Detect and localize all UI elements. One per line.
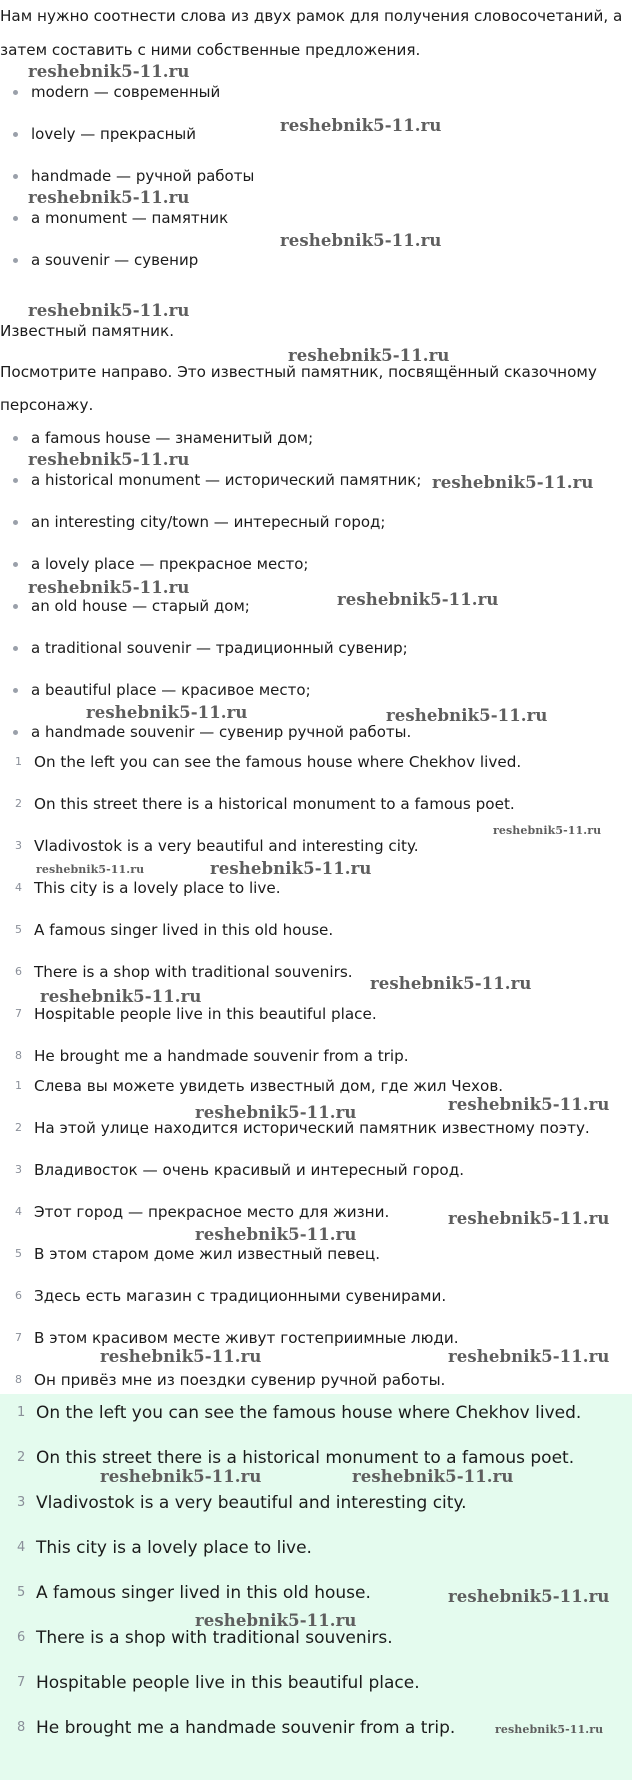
watermark: reshebnik5-11.ru bbox=[386, 706, 548, 725]
item-number: 3 bbox=[15, 1163, 22, 1176]
item-number: 7 bbox=[15, 1331, 22, 1344]
watermark: reshebnik5-11.ru bbox=[493, 824, 602, 837]
intro-line-2: затем составить с ними собственные предложения. bbox=[0, 41, 421, 59]
russian-sentence: Слева вы можете увидеть известный дом, где жил Чехов. bbox=[34, 1077, 504, 1095]
watermark: reshebnik5-11.ru bbox=[495, 1723, 604, 1736]
paragraph-line-1: Посмотрите направо. Это известный памятник, посвящённый сказочному bbox=[0, 363, 597, 381]
item-number: 1 bbox=[17, 1405, 26, 1420]
item-number: 6 bbox=[15, 1289, 22, 1302]
english-sentence: He brought me a handmade souvenir from a trip. bbox=[34, 1047, 409, 1065]
paragraph-line-2: персонажу. bbox=[0, 396, 94, 414]
item-number: 2 bbox=[15, 1121, 22, 1134]
russian-sentence: Здесь есть магазин с традиционными сувенирами. bbox=[34, 1287, 447, 1305]
section-heading: Известный памятник. bbox=[0, 322, 175, 340]
watermark: reshebnik5-11.ru bbox=[448, 1347, 610, 1366]
english-sentence: There is a shop with traditional souvenirs. bbox=[34, 963, 353, 981]
english-sentence: On the left you can see the famous house where Chekhov lived. bbox=[34, 753, 522, 771]
answer-sentence: Vladivostok is a very beautiful and interesting city. bbox=[36, 1493, 467, 1513]
watermark: reshebnik5-11.ru bbox=[280, 231, 442, 250]
bullet-icon bbox=[13, 258, 18, 263]
bullet-icon bbox=[13, 90, 18, 95]
bullet-icon bbox=[13, 688, 18, 693]
item-number: 5 bbox=[15, 1247, 22, 1260]
russian-sentence: Он привёз мне из поездки сувенир ручной работы. bbox=[34, 1371, 446, 1389]
item-number: 1 bbox=[15, 755, 22, 768]
item-number: 2 bbox=[15, 797, 22, 810]
item-number: 4 bbox=[15, 1205, 22, 1218]
answer-sentence: A famous singer lived in this old house. bbox=[36, 1583, 371, 1603]
item-number: 5 bbox=[17, 1585, 26, 1600]
watermark: reshebnik5-11.ru bbox=[40, 987, 202, 1006]
intro-line-1: Нам нужно соотнести слова из двух рамок для получения словосочетаний, а bbox=[0, 7, 623, 25]
russian-sentence: В этом красивом месте живут гостеприимные люди. bbox=[34, 1329, 459, 1347]
bullet-icon bbox=[13, 604, 18, 609]
answer-sentence: This city is a lovely place to live. bbox=[36, 1538, 312, 1558]
bullet-icon bbox=[13, 174, 18, 179]
item-number: 8 bbox=[17, 1720, 26, 1735]
watermark: reshebnik5-11.ru bbox=[28, 578, 190, 597]
item-number: 4 bbox=[17, 1540, 26, 1555]
watermark: reshebnik5-11.ru bbox=[28, 62, 190, 81]
answer-sentence: On the left you can see the famous house where Chekhov lived. bbox=[36, 1403, 582, 1423]
bullet-icon bbox=[13, 436, 18, 441]
answer-sentence: Hospitable people live in this beautiful place. bbox=[36, 1673, 420, 1693]
russian-sentence: Этот город — прекрасное место для жизни. bbox=[34, 1203, 390, 1221]
russian-sentence: На этой улице находится исторический памятник известному поэту. bbox=[34, 1119, 590, 1137]
watermark: reshebnik5-11.ru bbox=[432, 473, 594, 492]
answer-sentence: He brought me a handmade souvenir from a trip. bbox=[36, 1718, 456, 1738]
watermark: reshebnik5-11.ru bbox=[337, 590, 499, 609]
item-number: 3 bbox=[15, 839, 22, 852]
watermark: reshebnik5-11.ru bbox=[195, 1225, 357, 1244]
watermark: reshebnik5-11.ru bbox=[195, 1611, 357, 1630]
watermark: reshebnik5-11.ru bbox=[280, 116, 442, 135]
english-sentence: Hospitable people live in this beautiful place. bbox=[34, 1005, 377, 1023]
item-number: 8 bbox=[15, 1049, 22, 1062]
bullet-icon bbox=[13, 562, 18, 567]
item-number: 7 bbox=[15, 1007, 22, 1020]
item-number: 2 bbox=[17, 1450, 26, 1465]
watermark: reshebnik5-11.ru bbox=[28, 188, 190, 207]
watermark: reshebnik5-11.ru bbox=[448, 1209, 610, 1228]
bullet-icon bbox=[13, 132, 18, 137]
russian-sentence: В этом старом доме жил известный певец. bbox=[34, 1245, 381, 1263]
watermark: reshebnik5-11.ru bbox=[210, 859, 372, 878]
item-number: 1 bbox=[15, 1079, 22, 1092]
item-number: 5 bbox=[15, 923, 22, 936]
english-sentence: This city is a lovely place to live. bbox=[34, 879, 281, 897]
watermark: reshebnik5-11.ru bbox=[36, 863, 145, 876]
watermark: reshebnik5-11.ru bbox=[100, 1467, 262, 1486]
english-sentence: A famous singer lived in this old house. bbox=[34, 921, 334, 939]
bullet-icon bbox=[13, 520, 18, 525]
english-sentence: Vladivostok is a very beautiful and interesting city. bbox=[34, 837, 419, 855]
item-number: 8 bbox=[15, 1373, 22, 1386]
item-number: 7 bbox=[17, 1675, 26, 1690]
bullet-icon bbox=[13, 646, 18, 651]
watermark: reshebnik5-11.ru bbox=[100, 1347, 262, 1366]
item-number: 4 bbox=[15, 881, 22, 894]
watermark: reshebnik5-11.ru bbox=[28, 450, 190, 469]
watermark: reshebnik5-11.ru bbox=[288, 346, 450, 365]
item-number: 6 bbox=[17, 1630, 26, 1645]
watermark: reshebnik5-11.ru bbox=[195, 1103, 357, 1122]
answer-sentence: There is a shop with traditional souvenirs. bbox=[36, 1628, 393, 1648]
russian-sentence: Владивосток — очень красивый и интересный город. bbox=[34, 1161, 465, 1179]
watermark: reshebnik5-11.ru bbox=[448, 1587, 610, 1606]
bullet-icon bbox=[13, 730, 18, 735]
item-number: 3 bbox=[17, 1495, 26, 1510]
watermark: reshebnik5-11.ru bbox=[28, 301, 190, 320]
bullet-icon bbox=[13, 216, 18, 221]
watermark: reshebnik5-11.ru bbox=[86, 703, 248, 722]
item-number: 6 bbox=[15, 965, 22, 978]
watermark: reshebnik5-11.ru bbox=[370, 974, 532, 993]
page: Нам нужно соотнести слова из двух рамок для получения словосочетаний, а затем составить с ними собственные предложения. modern — современный lovely — прекрасный handmade — ручной работы a monument — памятник a souvenir — сувенир Известный памятник. Посмотрите направо. Это известный памятник, посвящённый сказочному персонажу. a famous house — знаменитый дом; a historical monument — исторический памятник; an interesting city/town — интересный город; a lovely place — прекрасное место; an old house — старый дом; a traditional souvenir — традиционный сувенир; a beautiful place — красивое место; a handmade souvenir — сувенир ручной работы. 1 On the left you can see the famous house where Chekhov lived. 2 On this street there is a historical monument to a famous poet. 3 Vladivostok is a very beautiful and interesting city. 4 This city is a lovely place to live. 5 A famous singer lived in this old house. 6 There is a shop with traditional souvenirs. 7 Hospitable people live in this beautiful place. 8 He brought me a handmade souvenir from a trip. 1 Слева вы можете увидеть известный дом, где жил Чехов. 2 На этой улице находится исторический памятник известному поэту. 3 Владивосток — очень красивый и интересный город. 4 Этот город — прекрасное место для жизни. 5 В этом старом доме жил известный певец. 6 Здесь есть магазин с традиционными сувенирами. 7 В этом красивом месте живут гостеприимные люди. 8 Он привёз мне из поездки сувенир ручной работы. 1 On the left you can see the famous house where Chekhov lived. 2 On this street there is a historical monument to a famous poet. 3 Vladivostok is a very beautiful and interesting city. 4 This city is a lovely place to live. 5 A famous singer lived in this old house. 6 There is a shop with traditional souvenirs. 7 Hospitable people live in this beautiful place. 8 He brought me a handmade souvenir from a trip. reshebnik5-11.ru reshebnik5-11.ru reshebnik5-11.ru reshebnik5-11.ru reshebnik5-11.ru reshebnik5-11.ru reshebnik5-11.ru reshebnik5-11.ru reshebnik5-11.ru reshebnik5-11.ru reshebnik5-11.ru reshebnik5-11.ru reshebnik5-11.ru reshebnik5-11.ru reshebnik5-11.ru reshebnik5-11.ru reshebnik5-11.ru reshebnik5-11.ru reshebnik5-11.ru reshebnik5-11.ru reshebnik5-11.ru reshebnik5-11.ru reshebnik5-11.ru reshebnik5-11.ru reshebnik5-11.ru reshebnik5-11.ru reshebnik5-11.ru reshebnik5-11.ru bbox=[0, 0, 632, 1780]
bullet-icon bbox=[13, 478, 18, 483]
watermark: reshebnik5-11.ru bbox=[352, 1467, 514, 1486]
watermark: reshebnik5-11.ru bbox=[448, 1095, 610, 1114]
english-sentence: On this street there is a historical monument to a famous poet. bbox=[34, 795, 515, 813]
answer-sentence: On this street there is a historical monument to a famous poet. bbox=[36, 1448, 575, 1468]
